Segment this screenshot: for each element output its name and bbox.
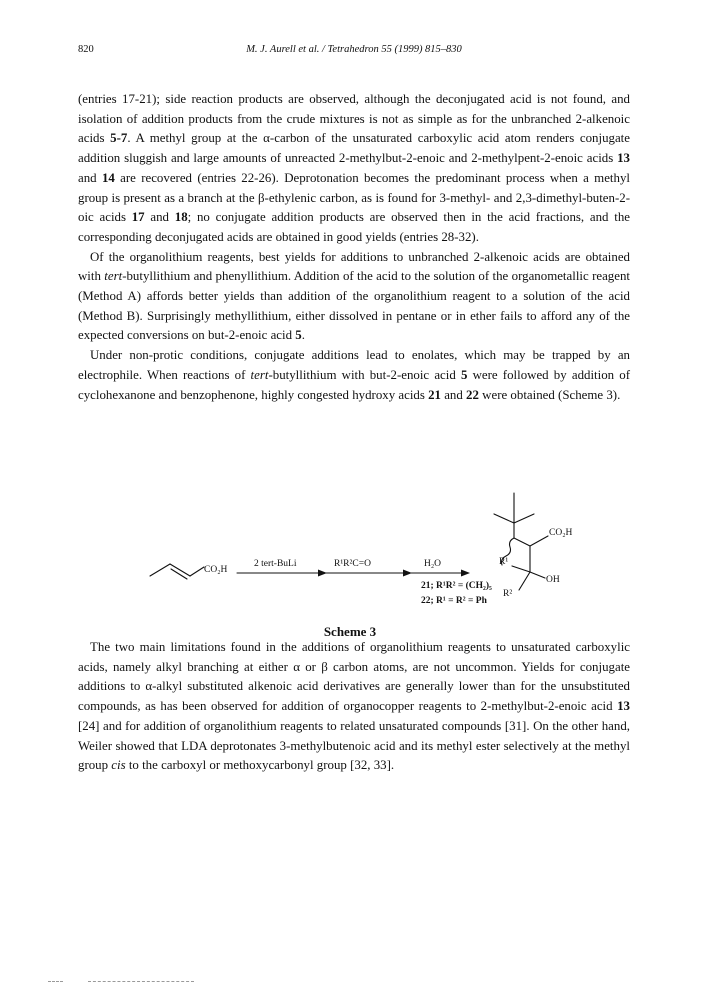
reagent-ketone: R¹R²C=O [334, 559, 371, 569]
reaction-scheme-drawing [0, 490, 701, 640]
tbu-methyl-left [494, 514, 514, 523]
arrow-3-head [461, 570, 470, 577]
arrow-1-head [318, 570, 327, 577]
body-text-upper [78, 90, 630, 405]
running-title: M. J. Aurell et al. / Tetrahedron 55 (1999) 815–830 [246, 44, 462, 55]
paragraph-continuation: (entries 17-21); side reaction products are observed, although the deconjugated acid is not found, and isolation of addition products from the crude mixtures is not as simple as for the unbranched 2-alkenoic acids 5-7. A methyl group at the α-carbon of the unsaturated carboxylic acid atom renders conjugate addition sluggish and large amounts of unreacted 2-methylbut-2-enoic and 2-methylpent-2-enoic acids 13 and 14 are recovered (entries 22-26). Deprotonation becomes the predominant process when a methyl group is present as a branch at the β-ethylenic carbon, as is found for 3-methyl- and 2,3-dimethyl-buten-2-oic acids 17 and 18; no conjugate addition products are observed then in the acid fractions, and the corresponding deconjugated acids are obtained in good yields (entries 28-32). [78, 92, 630, 244]
carbinol-to-r1 [512, 566, 530, 572]
product-r2-label: R² [503, 589, 513, 599]
paragraph-enolate-trapping: Under non-protic conditions, conjugate additions lead to enolates, which may be trapped by an electrophile. When reactions of tert-butyllithium with but-2-enoic acid 5 were followed by addition of cyclohexanone and benzophenone, highly congested hydroxy acids 21 and 22 were obtained (Scheme 3). [78, 348, 631, 402]
paragraph-organolithium-yields: Of the organolithium reagents, best yields for additions to unbranched 2-alkenoic acids are obtained with tert-butyllithium and phenyllithium. Addition of the acid to the solution of the organometallic reagent (Method A) affords better yields than addition of the organolithium reagent to a solution of the acid (Method B). Surprisingly methyllithium, either dissolved in pentane or in ether fails to afford any of the expected conversions on but-2-enoic acid 5. [78, 249, 630, 343]
paragraph-limitations: The two main limitations found in the additions of organolithium reagents to unsaturated carboxylic acids, namely alkyl branching at either α or β carbon atoms, are not uncommon. Yields for conjugate additions to α-alkyl substituted alkenoic acid derivatives are generally lower than for the unsubstituted compounds, as has been observed for addition of organocopper reagents to 2-methylbut-2-enoic acid 13 [24] and for addition of organolithium reagents to related unsaturated compounds [31]. On the other hand, Weiler showed that LDA deprotonates 3-methylbutenoic acid and its methyl ester selectively at the methyl group cis to the carboxyl or methoxycarbonyl group [32, 33]. [78, 640, 630, 773]
body-text-lower [78, 638, 630, 776]
product-acid-label: CO₂H [549, 528, 573, 538]
scheme-caption: Scheme 3 [323, 624, 377, 639]
footer-rule-right [88, 981, 194, 982]
product-hydroxyl-label: OH [546, 575, 560, 585]
start-acid-label: CO₂H [204, 565, 228, 575]
alpha-to-acid [530, 536, 548, 546]
start-bond-3 [190, 567, 204, 576]
scheme-3-figure [0, 490, 701, 640]
carbinol-to-r2 [519, 572, 530, 590]
page-number: 820 [78, 44, 94, 55]
ch-to-alpha [514, 538, 530, 546]
footer-rule-left [48, 981, 63, 982]
carbinol-to-oh [530, 572, 545, 578]
reagent-tert-buli: 2 tert-BuLi [254, 559, 297, 569]
start-bond-double-b [171, 569, 187, 579]
start-bond-1 [150, 564, 170, 576]
compound-21-note: 21; R¹R² = (CH₂)₅ [421, 581, 492, 591]
reagent-water: H₂O [424, 559, 442, 569]
product-r1-label: R¹ [499, 557, 509, 567]
compound-22-note: 22; R¹ = R² = Ph [421, 596, 487, 606]
page-header [78, 44, 630, 60]
arrow-2-head [403, 570, 412, 577]
tbu-methyl-right [514, 514, 534, 523]
